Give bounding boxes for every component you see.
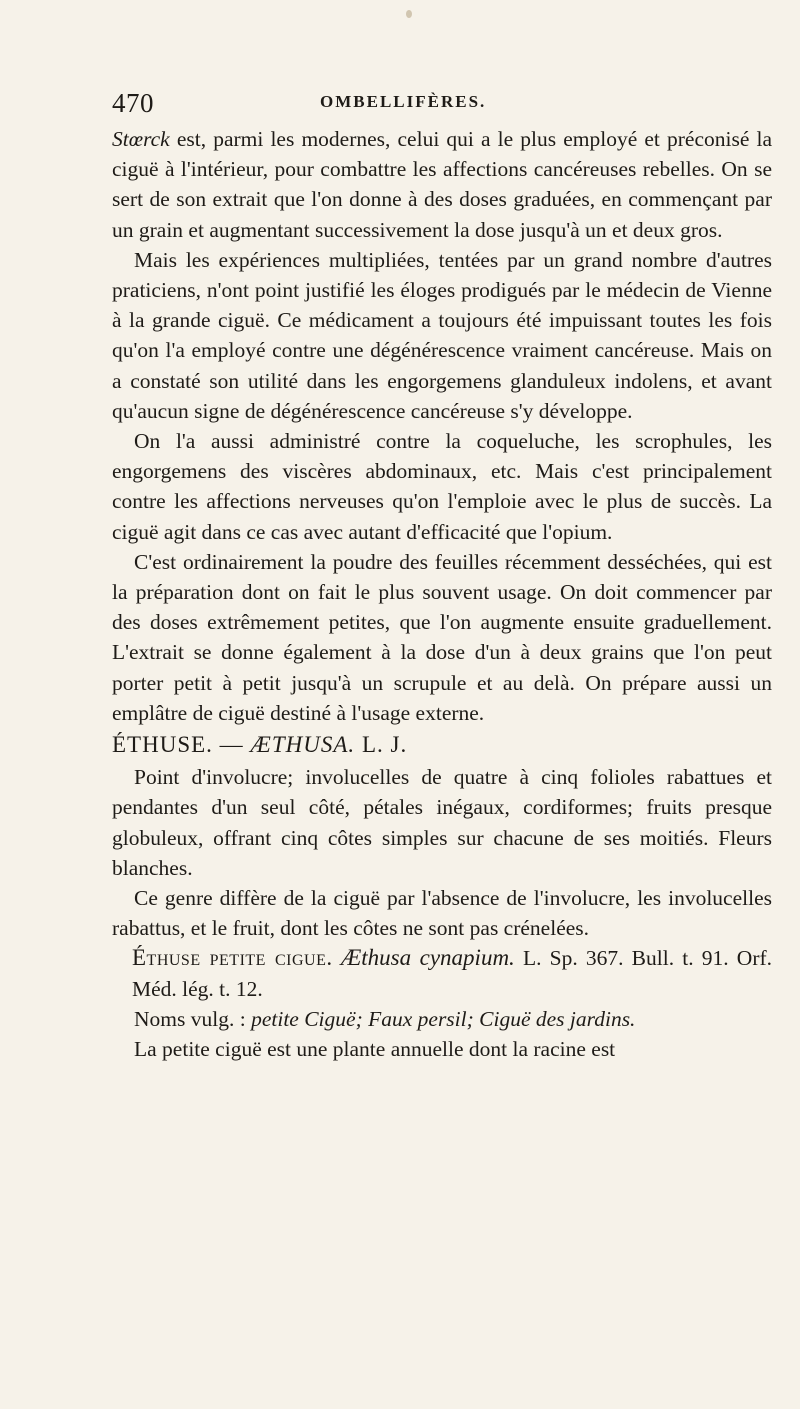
genus-authority: L. J. <box>355 732 408 758</box>
ink-mark <box>406 10 412 18</box>
paragraph-2: Mais les expériences multipliées, tentées par un grand nombre d'autres praticiens, n'ont point justifié les éloges prodigués par le médecin de Vienne à la grande ciguë. Ce médicament a toujours été impuissant toutes les fois qu'on l'a employé contre une dégénérescence vraiment cancéreuse. Mais on a constaté son utilité dans les engorgemens glanduleux indolens, et avant qu'aucun signe de dégénérescence cancéreuse s'y développe. <box>112 247 772 423</box>
paragraph-1 <box>112 124 772 245</box>
paragraph-7: La petite ciguë est une plante annuelle dont la racine est <box>134 1037 616 1062</box>
paragraph-1-text: est, parmi les modernes, celui qui a le plus employé et préconisé la ciguë à l'intérieur, pour combattre les affections cancéreuses rebelles. On se sert de son extrait que l'on donne à des doses graduées, en commençant par un grain et augmentant successivement la dose jusqu'à un et deux gros. <box>112 127 772 242</box>
genus-heading <box>112 730 772 760</box>
page-number: 470 <box>112 88 154 118</box>
page-header <box>112 88 772 118</box>
paragraph-4: C'est ordinairement la poudre des feuilles récemment desséchées, qui est la préparation dont on fait le plus souvent usage. On doit commencer par des doses extrêmement petites, que l'on augmente ensuite graduellement. L'extrait se donne également à la dose d'un à deux grains que l'on peut porter petit à petit jusqu'à un scrupule et au delà. On prépare aussi un emplâtre de ciguë destiné à l'usage externe. <box>112 549 772 725</box>
vernacular-list: petite Ciguë; Faux persil; Ciguë des jardins. <box>251 1006 636 1031</box>
running-head: OMBELLIFÈRES. <box>320 92 487 111</box>
author-name: Stœrck <box>112 127 170 151</box>
paragraph-3: On l'a aussi administré contre la coqueluche, les scrophules, les engorgemens des viscères abdominaux, etc. Mais c'est principalement contre les affections nerveuses qu'on l'emploie avec le plus de succès. La ciguë agit dans ce cas avec autant d'efficacité que l'opium. <box>112 429 772 544</box>
vernacular-label: Noms vulg. : <box>134 1006 252 1031</box>
species-references: L. Sp. 367. Bull. t. 91. Orf. Méd. lég. t. 12. <box>132 946 773 1001</box>
genus-latin: ÆTHUSA. <box>250 732 356 758</box>
genus-dash: — <box>212 732 251 758</box>
species-heading <box>112 943 772 1003</box>
genus-name: ÉTHUSE. <box>112 732 213 758</box>
paragraph-5: Point d'involucre; involucelles de quatre à cinq folioles rabattues et pendantes d'un seul côté, pétales inégaux, cordiformes; fruits presque globuleux, offrant cinq côtes simples sur chacune de ses moitiés. Fleurs blanches. <box>112 765 772 880</box>
species-latin: Æthusa cynapium. <box>340 945 515 971</box>
vernacular-names <box>112 1004 772 1034</box>
paragraph-6: Ce genre diffère de la ciguë par l'absence de l'involucre, les involucelles rabattus, et le fruit, dont les côtes ne sont pas crénelées. <box>112 886 772 941</box>
body-text <box>112 124 772 1064</box>
species-name: Éthuse petite cigue. <box>132 945 333 971</box>
